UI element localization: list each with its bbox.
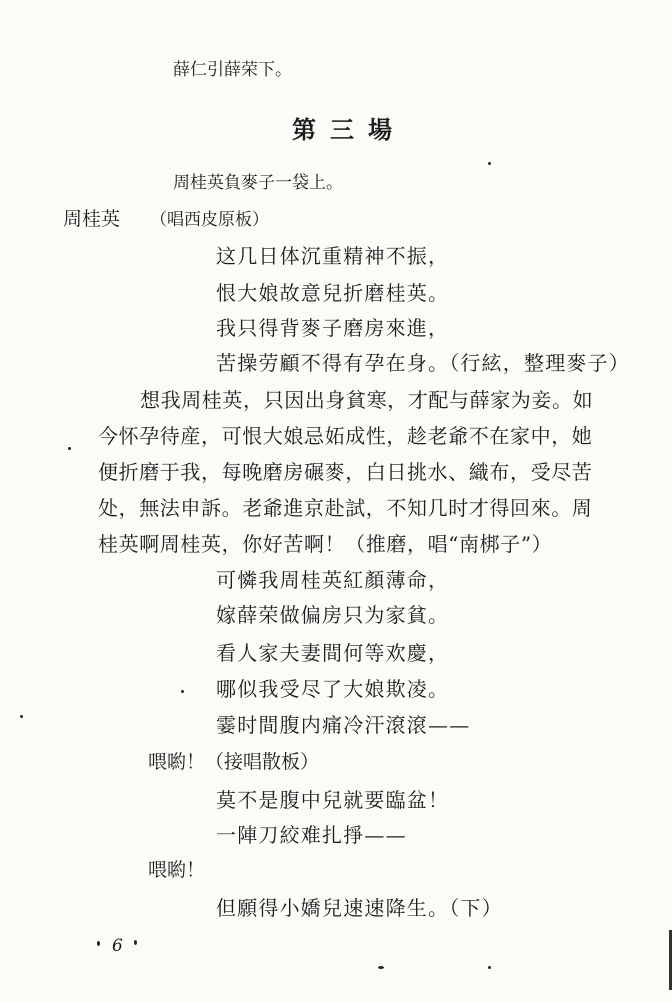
verse-line: 可憐我周桂英紅顏薄命， — [216, 568, 450, 592]
ink-speck — [181, 690, 184, 693]
monologue-line: 想我周桂英，只因出身貧寒，才配与薛家为妾。如 — [140, 388, 594, 412]
aria-direction: （唱西皮原板） — [150, 210, 269, 230]
verse-line: 嫁薛荣做偏房只为家貧。 — [216, 603, 450, 627]
verse-line: 苦操劳顧不得有孕在身。（行絃，整理麥子） — [216, 351, 630, 375]
monologue-line: 今怀孕待産，可恨大娘忌妬成性，趁老爺不在家中，她 — [98, 424, 593, 448]
stage-direction-exit: 薛仁引薛荣下。 — [173, 60, 292, 80]
ink-speck — [20, 715, 23, 718]
verse-line: 一陣刀絞难扎掙—— — [216, 823, 407, 847]
verse-line: 莫不是腹中兒就要臨盆！ — [216, 788, 450, 812]
ink-speck — [68, 447, 71, 450]
exclamation: 喂喲！ — [148, 859, 206, 881]
stage-direction-enter: 周桂英負麥子一袋上。 — [173, 173, 343, 193]
verse-line: 我只得背麥子磨房來進， — [216, 316, 450, 340]
monologue-line: 桂英啊周桂英，你好苦啊！（推磨，唱“南梆子”） — [98, 532, 553, 556]
verse-line: 霎时間腹内痛冷汗滾滾—— — [216, 713, 471, 737]
exclamation: 喂喲！（接唱散板） — [148, 751, 320, 773]
monologue-line: 处，無法申訴。老爺進京赴試，不知几时才得回來。周 — [98, 496, 593, 520]
verse-line: 恨大娘故意兒折磨桂英。 — [216, 281, 450, 305]
verse-line: 这几日体沉重精神不振， — [216, 244, 450, 268]
verse-line: 但願得小嬌兒速速降生。（下） — [216, 896, 503, 920]
monologue-line: 便折磨于我，每晚磨房碾麥，白日挑水、織布，受尽苦 — [98, 460, 593, 484]
ink-speck — [134, 940, 137, 945]
ink-speck — [488, 966, 491, 969]
scene-heading: 第三場 — [292, 115, 406, 144]
speaker-name: 周桂英 — [63, 208, 121, 230]
ink-speck — [378, 966, 384, 969]
verse-line: 哪似我受尽了大娘欺凌。 — [216, 677, 450, 701]
page-number: 6 — [112, 936, 123, 956]
verse-line: 看人家夫妻間何等欢慶， — [216, 641, 450, 665]
ink-speck — [97, 941, 100, 946]
ink-speck — [488, 162, 491, 165]
